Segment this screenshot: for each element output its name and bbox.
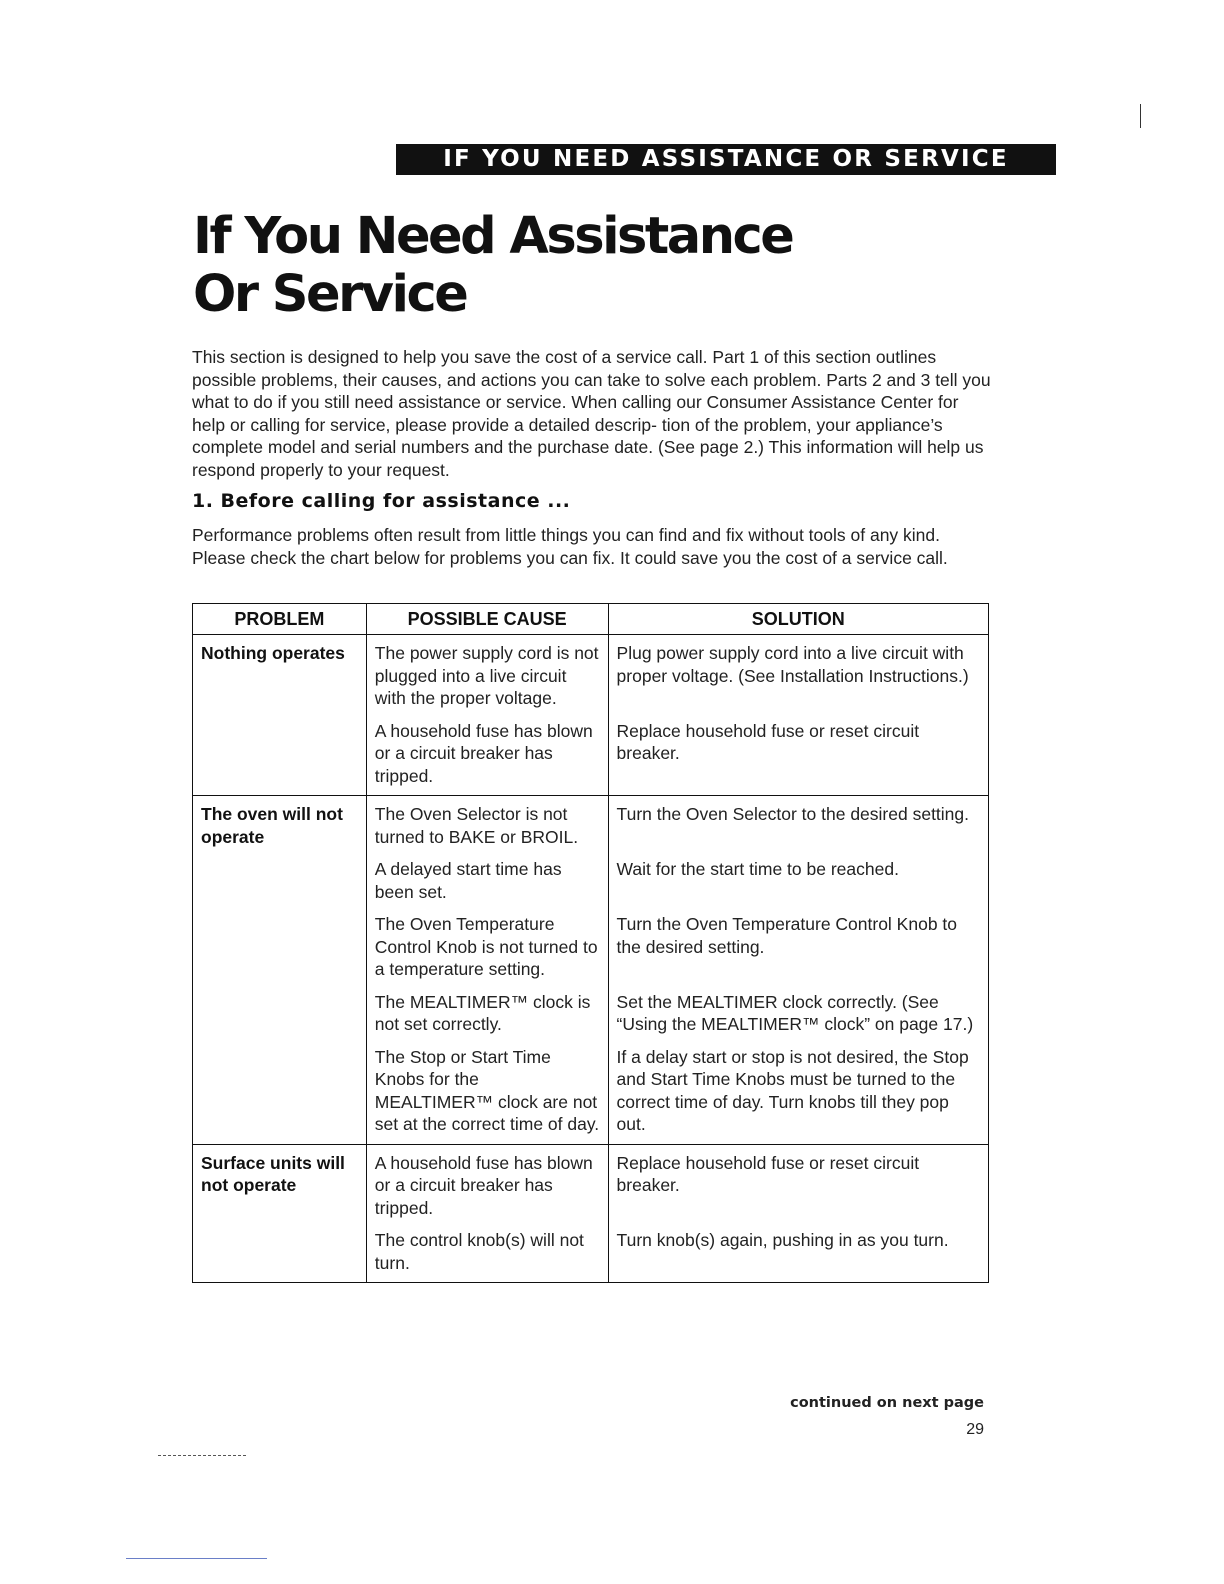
- intro-paragraph: This section is designed to help you save the cost of a service call. Part 1 of this section outlines possible problems, their causes, and actions you can take to solve each problem. Parts 2 and 3 tell you what to do if you still need assistance or service. When calling our Consumer Assistance Center for help or calling for service, please provide a detailed descrip- tion of the problem, your appliance’s complete model and serial numbers and the purchase date. (See page 2.) This information will help us respond properly to your request.: [192, 347, 991, 480]
- table-header-row: [193, 604, 989, 635]
- cause-cell: A household fuse has blown or a circuit breaker has tripped.: [366, 1144, 608, 1219]
- solution-cell: Replace household fuse or reset circuit breaker.: [608, 1144, 988, 1219]
- solution-cell: Replace household fuse or reset circuit breaker.: [608, 710, 988, 796]
- footer-rule: [126, 1558, 267, 1559]
- solution-cell: Set the MEALTIMER clock correctly. (See “Using the MEALTIMER™ clock” on page 17.): [608, 981, 988, 1036]
- header-problem: PROBLEM: [193, 604, 367, 635]
- cause-cell: The control knob(s) will not turn.: [366, 1219, 608, 1283]
- header-solution: SOLUTION: [608, 604, 988, 635]
- solution-cell: Turn the Oven Selector to the desired setting.: [608, 796, 988, 849]
- cause-cell: The Oven Temperature Control Knob is not turned to a temperature setting.: [366, 903, 608, 981]
- section-heading: 1. Before calling for assistance ...: [192, 490, 571, 512]
- troubleshooting-table: [192, 603, 989, 1283]
- problem-cell: Surface units will not operate: [193, 1144, 367, 1283]
- solution-cell: Turn the Oven Temperature Control Knob to the desired setting.: [608, 903, 988, 981]
- performance-paragraph: Performance problems often result from little things you can find and fix without tools of any kind. Please check the chart below for problems you can fix. It could save you the cost of a service call.: [192, 525, 948, 568]
- cause-cell: The Stop or Start Time Knobs for the MEALTIMER™ clock are not set at the correct time of day.: [366, 1036, 608, 1145]
- cause-cell: A delayed start time has been set.: [366, 848, 608, 903]
- footer-dash: [158, 1455, 246, 1456]
- header-possible-cause: POSSIBLE CAUSE: [366, 604, 608, 635]
- solution-cell: Plug power supply cord into a live circuit with proper voltage. (See Installation Instructions.): [608, 635, 988, 710]
- problem-cell: Nothing operates: [193, 635, 367, 796]
- cause-cell: The power supply cord is not plugged into a live circuit with the proper voltage.: [366, 635, 608, 710]
- table-row: [193, 635, 989, 710]
- table-row: [193, 796, 989, 849]
- section-banner: IF YOU NEED ASSISTANCE OR SERVICE: [396, 144, 1056, 175]
- continued-note: continued on next page: [790, 1395, 984, 1411]
- table-row: [193, 1144, 989, 1219]
- problem-cell: The oven will not operate: [193, 796, 367, 1145]
- margin-mark: [1140, 104, 1141, 128]
- cause-cell: The Oven Selector is not turned to BAKE or BROIL.: [366, 796, 608, 849]
- cause-cell: The MEALTIMER™ clock is not set correctly.: [366, 981, 608, 1036]
- solution-cell: Turn knob(s) again, pushing in as you turn.: [608, 1219, 988, 1283]
- page-title-line-1: If You Need Assistance: [193, 207, 793, 266]
- solution-cell: Wait for the start time to be reached.: [608, 848, 988, 903]
- solution-cell: If a delay start or stop is not desired, the Stop and Start Time Knobs must be turned to the correct time of day. Turn knobs till they pop out.: [608, 1036, 988, 1145]
- page-title-line-2: Or Service: [193, 265, 467, 324]
- page-title: [193, 208, 792, 324]
- cause-cell: A household fuse has blown or a circuit breaker has tripped.: [366, 710, 608, 796]
- page-number: 29: [966, 1421, 984, 1438]
